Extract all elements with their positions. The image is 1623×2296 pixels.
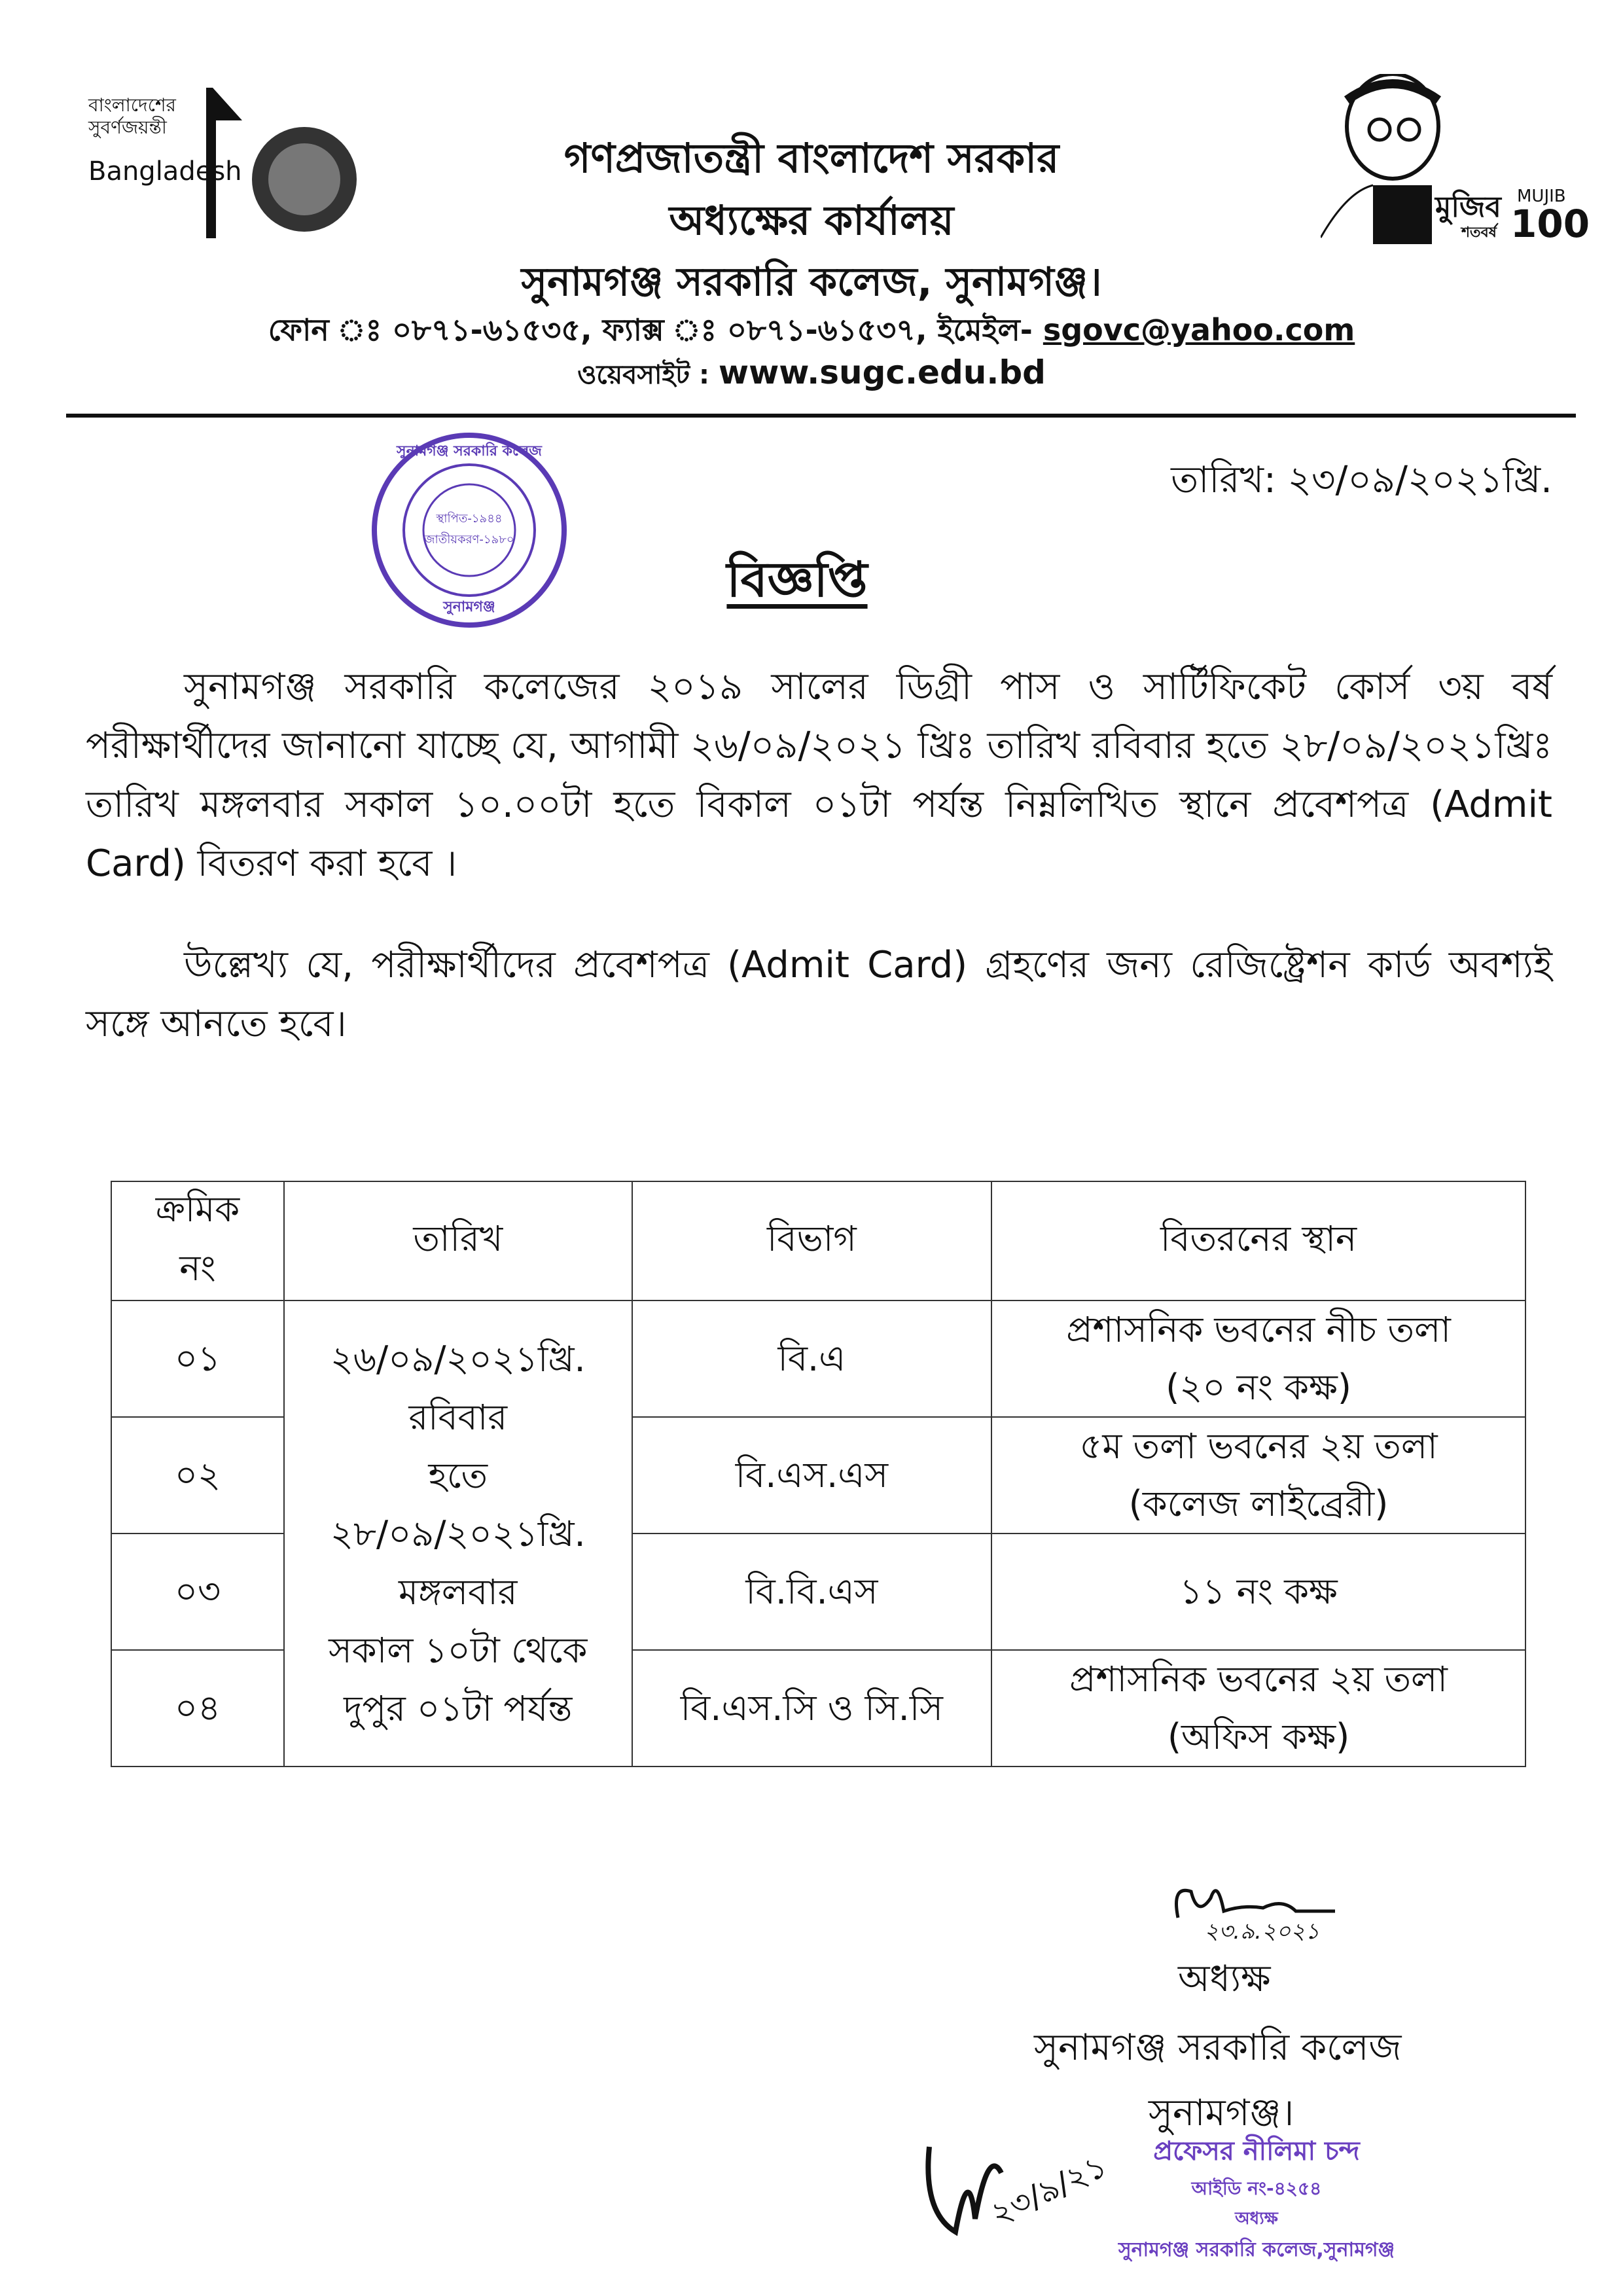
- logo-text-mujib-bn: মুজিব: [1435, 190, 1501, 224]
- place-cell: ১১ নং কক্ষ: [991, 1534, 1525, 1650]
- logo-text-bangladesh: Bangladesh: [88, 156, 242, 187]
- contact-phone-fax: ফোন ঃ ০৮৭১-৬১৫৩৫, ফ্যাক্স ঃ ০৮৭১-৬১৫৩৭, ইমেইল-: [268, 312, 1043, 348]
- place-line: ৫ম তলা ভবনের ২য় তলা: [1079, 1426, 1438, 1467]
- logo-text-mujib-en: MUJIB: [1517, 187, 1566, 206]
- date-line: রবিবার: [408, 1396, 508, 1438]
- header-date: তারিখ: [284, 1181, 632, 1300]
- logo-text-100: 100: [1510, 202, 1590, 246]
- website-line: [0, 353, 1623, 398]
- initial-date: ২৩/৯/২১: [985, 2147, 1113, 2233]
- stamp-id: আইডি নং-৪২৫৪: [1191, 2178, 1322, 2199]
- date-line: সকাল ১০টা থেকে: [329, 1629, 588, 1671]
- table-header-row: [111, 1181, 1525, 1300]
- signatory-city: সুনামগঞ্জ।: [1149, 2092, 1294, 2134]
- principal-signature: [1165, 1878, 1348, 1950]
- place-cell: [991, 1417, 1525, 1534]
- department-cell: বি.এ: [632, 1300, 991, 1417]
- header-serial: ক্রমিক নং: [111, 1181, 284, 1300]
- seal-nationalized: জাতীয়করণ-১৯৮০: [424, 533, 514, 547]
- header-place: বিতরনের স্থান: [991, 1181, 1525, 1300]
- signature-date: ২৩.৯.২০২১: [1204, 1918, 1320, 1945]
- stamp-college: সুনামগঞ্জ সরকারি কলেজ,সুনামগঞ্জ: [1118, 2238, 1395, 2261]
- department-cell: বি.এস.এস: [632, 1417, 991, 1534]
- place-cell: [991, 1650, 1525, 1767]
- date-line: মঙ্গলবার: [399, 1571, 518, 1613]
- place-line: প্রশাসনিক ভবনের নীচ তলা: [1066, 1309, 1451, 1350]
- place-line: (কলেজ লাইব্রেরী): [1128, 1483, 1389, 1524]
- place-line: (২০ নং কক্ষ): [1166, 1367, 1351, 1408]
- principal-stamp: [1073, 2130, 1440, 2267]
- email-link[interactable]: sgovc@yahoo.com: [1043, 312, 1355, 348]
- serial-cell: ০২: [111, 1417, 284, 1534]
- notice-date: তারিখ: ২৩/০৯/২০২১খ্রি.: [1171, 459, 1552, 501]
- place-cell: [991, 1300, 1525, 1417]
- government-title: গণপ্রজাতন্ত্রী বাংলাদেশ সরকার: [563, 134, 1060, 182]
- signatory-designation: অধ্যক্ষ: [1178, 1958, 1271, 2000]
- logo-text-line1: বাংলাদেশের: [88, 94, 176, 116]
- stamp-name: প্রফেসর নীলিমা চন্দ: [1153, 2136, 1360, 2166]
- department-cell: বি.বি.এস: [632, 1534, 991, 1650]
- seal-bottom-text: সুনামগঞ্জ: [443, 599, 495, 615]
- website-link[interactable]: www.sugc.edu.bd: [718, 353, 1046, 391]
- logo-text-shotoborsho: শতবর্ষ: [1461, 224, 1497, 241]
- date-range-cell: [284, 1300, 632, 1767]
- notice-paragraph-1: সুনামগঞ্জ সরকারি কলেজের ২০১৯ সালের ডিগ্রী পাস ও সার্টিফিকেট কোর্স ৩য় বর্ষ পরীক্ষার্থীদের জানানো যাচ্ছে যে, আগামী ২৬/০৯/২০২১ খ্রিঃ তারিখ রবিবার হতে ২৮/০৯/২০২১খ্রিঃ তারিখ মঙ্গলবার সকাল ১০.০০টা হতে বিকাল ০১টা পর্যন্ত নিম্নলিখিত স্থানে প্রবেশপত্র (Admit Card) বিতরণ করা হবে ।: [86, 666, 1552, 885]
- date-line: ২৮/০৯/২০২১খ্রি.: [330, 1513, 586, 1554]
- date-line: হতে: [428, 1454, 488, 1496]
- table-row: [111, 1300, 1525, 1417]
- serial-cell: ০১: [111, 1300, 284, 1417]
- date-line: ২৬/০৯/২০২১খ্রি.: [330, 1338, 586, 1380]
- place-line: প্রশাসনিক ভবনের ২য় তলা: [1069, 1659, 1448, 1700]
- notice-paragraph-2: উল্লেখ্য যে, পরীক্ষার্থীদের প্রবেশপত্র (Admit Card) গ্রহণের জন্য রেজিষ্ট্রেশন কার্ড অবশ্যই সঙ্গে আনতে হবে।: [86, 944, 1552, 1045]
- seal-top-text: সুনামগঞ্জ সরকারি কলেজ: [397, 443, 542, 459]
- notice-title-text: বিজ্ঞপ্তি: [726, 552, 868, 608]
- contact-line: [0, 308, 1623, 357]
- college-title: সুনামগঞ্জ সরকারি কলেজ, সুনামগঞ্জ।: [521, 259, 1102, 305]
- notice-title: [0, 543, 1594, 624]
- office-title: অধ্যক্ষের কার্যালয়: [669, 196, 954, 244]
- serial-cell: ০৪: [111, 1650, 284, 1767]
- logo-text-line2: সুবর্ণজয়ন্তী: [88, 117, 167, 138]
- distribution-schedule-table: [111, 1181, 1526, 1767]
- website-label: ওয়েবসাইট :: [577, 360, 719, 390]
- seal-established: স্থাপিত-১৯৪৪: [436, 512, 503, 526]
- stamp-designation: অধ্যক্ষ: [1235, 2209, 1278, 2229]
- place-line: (অফিস কক্ষ): [1167, 1716, 1350, 1757]
- header-divider: [66, 414, 1576, 418]
- date-line: দুপুর ০১টা পর্যন্ত: [344, 1687, 573, 1729]
- department-cell: বি.এস.সি ও সি.সি: [632, 1650, 991, 1767]
- signatory-college: সুনামগঞ্জ সরকারি কলেজ: [1034, 2026, 1402, 2069]
- serial-cell: ০৩: [111, 1534, 284, 1650]
- header-department: বিভাগ: [632, 1181, 991, 1300]
